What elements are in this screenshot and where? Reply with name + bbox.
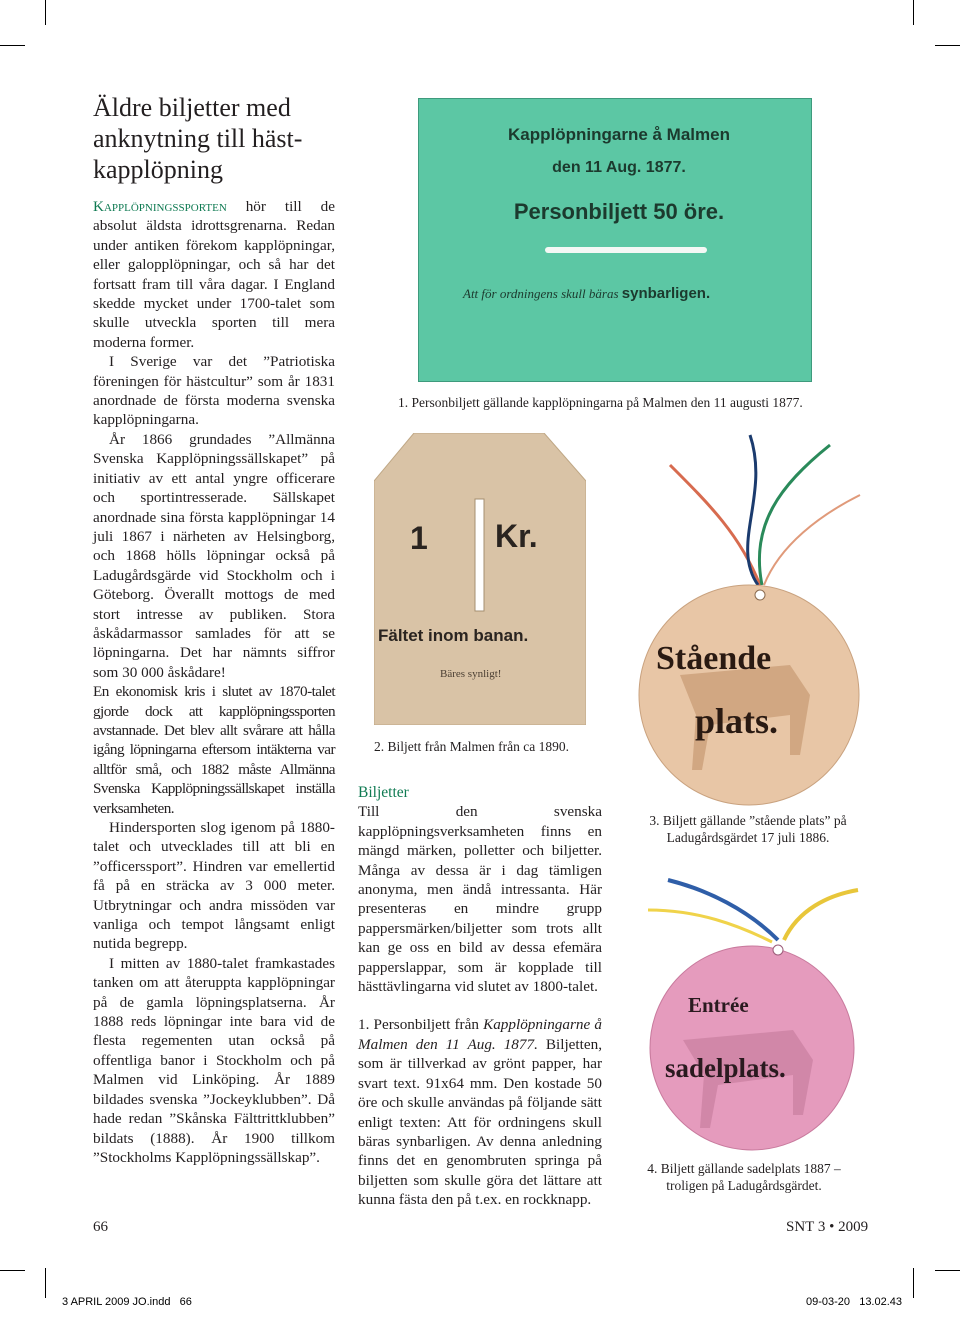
item-1-paragraph: 1. Personbiljett från Kapplöpningarne å Malmen den 11 Aug. 1877. Biljetten, som är tillverkad av grönt papper, har svart text. 91x64 mm. Den kostade 50 öre och skulle användas på följande sätt enligt texten: Att för ordningens skull bäras synbarligen. Av denna anledning finns det en genombruten springa på biljetten som skulle göra det lättare att kunna fästa den på t.ex. en rockknapp. bbox=[358, 1016, 602, 1209]
paragraph-5: Hindersporten slog igenom på 1880-talet och utvecklades till att bli en ”officerssport”. Hindren var emellertid få på en sträcka av 3 000 meter. Utbrytningar och andra missöden var vanliga och tempot långsamt enligt nutida begrepp. bbox=[93, 819, 335, 953]
middle-column bbox=[358, 783, 602, 1210]
ticket-2-photo bbox=[374, 433, 586, 725]
ticket-2-value-right: Kr. bbox=[495, 518, 538, 554]
caption-1: 1. Personbiljett gällande kapplöpningarna på Malmen den 11 augusti 1877. bbox=[398, 395, 803, 410]
intro-paragraph: Kapplöpningssporten hör till de absolut äldsta idrottsgrenarna. Redan under antiken förekom kapplöpningar, eller galopplöpningar, och så har det fortsatt fram till våra dagar. I England skedde mycket under 1700-talet som skulle utveckla sporten till mera moderna former. bbox=[93, 198, 335, 351]
biljetter-heading: Biljetter bbox=[358, 784, 409, 801]
ticket-2-field: Fältet inom banan. bbox=[378, 626, 529, 645]
crop-mark-top-right bbox=[913, 0, 914, 25]
lead-in: Kapplöpningssporten bbox=[93, 198, 227, 215]
ticket-1-line-3: Personbiljett 50 öre. bbox=[513, 199, 725, 224]
ticket-3-line-2: plats. bbox=[695, 701, 779, 741]
paragraph-3: År 1866 grundades ”Allmänna Svenska Kapplöpningssällskapet” på initiativ av ett antal yngre officerare och sportintresserade. Sällskapet anordnade sina första kapplöpningar 14 juli 1867 i närheten av Helsingborg, och 1868 hölls löpningar också på Ladugårdsgärde vid Stockholm och i Göteborg. Överallt mottogs de med stort intresse av publiken. Stora åskådarmassor samlades för att se löpningarna. Det har nämnts siffror som 30 000 åskådare! bbox=[93, 430, 335, 681]
ticket-1-line-4: Att för ordningens skull bäras synbarligen. bbox=[463, 285, 711, 302]
biljetter-paragraph: Till den svenska kapplöpningsverksamheten finns en mängd märken, polletter och biljetter. Många av dessa är i dag tämligen anonyma, men ändå intressanta. Här presenteras en mindre grupp pappersmärken/biljetter som trots allt kan ge oss en bild av dessa efemära papperslappar, som är kopplade till hästtävlingarna vid slutet av 1800-talet. bbox=[358, 803, 602, 996]
ticket-3-photo bbox=[630, 425, 868, 807]
paragraph-6: I mitten av 1880-talet framkastades tanken om att återuppta kapplöpningar på de gamla löpningsplatserna. År 1888 reds löpningar inte bara vid de flesta regementen utan också på offentliga banor i Stockholm och på Malmen vid Linköping. År 1889 bildades svenska ”Jockeyklubben”. Då hade redan ”Skånska Fälttrittklubben” bildats (1888). År 1900 tillkom ”Stockholms Kapplöpningssällskap”. bbox=[93, 954, 335, 1166]
issue-label: SNT 3 • 2009 bbox=[786, 1219, 869, 1235]
ticket-1-photo bbox=[418, 98, 812, 382]
crop-mark-bottom-left-h bbox=[0, 1270, 25, 1271]
slug-file: 3 APRIL 2009 JO.indd 66 bbox=[62, 1296, 192, 1308]
crop-mark-bottom-left bbox=[45, 1268, 46, 1298]
crop-mark-top-left-h bbox=[0, 45, 25, 46]
slug-date: 09-03-20 13.02.43 bbox=[806, 1296, 903, 1308]
crop-mark-top-left bbox=[45, 0, 46, 25]
ticket-4-line-2: sadelplats. bbox=[665, 1053, 786, 1083]
caption-3: 3. Biljett gällande ”stående plats” på Ladugårdsgärdet 17 juli 1886. bbox=[649, 813, 847, 845]
ticket-3-line-1: Stående bbox=[656, 640, 772, 677]
ticket-4-line-1: Entrée bbox=[688, 993, 749, 1017]
ticket-2-value-left: 1 bbox=[410, 520, 428, 556]
ticket-1-slot bbox=[545, 247, 707, 253]
caption-4: 4. Biljett gällande sadelplats 1887 – troligen på Ladugårdsgärdet. bbox=[647, 1161, 841, 1193]
crop-mark-bottom-right-h bbox=[935, 1270, 960, 1271]
ticket-1-line-2: den 11 Aug. 1877. bbox=[552, 159, 686, 176]
article-title: Äldre biljetter med anknytning till häst-kapplöpning bbox=[93, 93, 303, 184]
paragraph-2: I Sverige var det ”Patriotiska föreningen för hästcultur” som år 1831 anordnade de första moderna svenska kapplöpningarna. bbox=[93, 353, 335, 429]
paragraph-4: En ekonomisk kris i slutet av 1870-talet gjorde dock att kapplöpningssporten avstannade. Det blev allt svårare att hålla igång löpningarna eftersom intäkterna var alltför små, och 1882 måste Allmänna Svenska Kapplöpningssällskapet inställa verksamheten. bbox=[93, 683, 335, 817]
crop-mark-top-right-h bbox=[935, 45, 960, 46]
crop-mark-bottom-right bbox=[913, 1268, 914, 1298]
page-number: 66 bbox=[93, 1219, 108, 1235]
ticket-1-line-1: Kapplöpningarne å Malmen bbox=[508, 125, 730, 144]
left-column bbox=[93, 197, 335, 1167]
caption-2: 2. Biljett från Malmen från ca 1890. bbox=[374, 739, 569, 754]
ticket-2-small-text: Bäres synligt! bbox=[440, 668, 502, 680]
